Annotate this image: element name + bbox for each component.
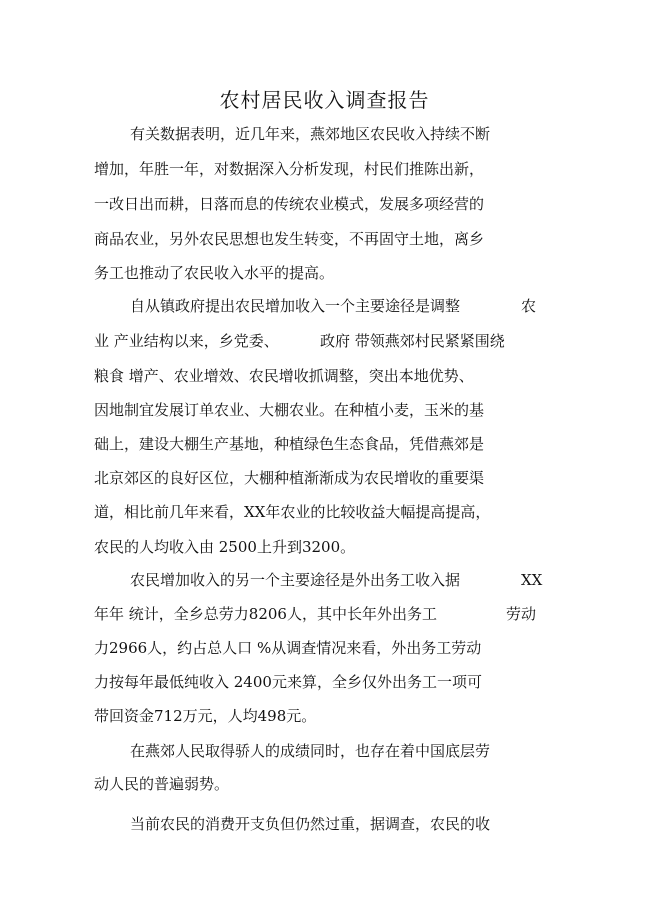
text-segment: 政府 带领燕郊村民紧紧围绕: [320, 332, 505, 350]
text-line: [94, 331, 279, 351]
text-segment: 业 产业结构以来，乡党委、: [94, 332, 279, 350]
text-segment: 粮食 增产、农业增效、农民增收抓调整，突出本地优势、: [94, 367, 474, 385]
text-segment: 力2966人，约占总人口 %从调查情况来看，外出务工劳动: [94, 639, 482, 657]
text-line: [94, 263, 334, 283]
text-line: [94, 672, 482, 692]
text-segment: 北京郊区的良好区位，大棚种植渐渐成为农民增收的重要渠: [94, 469, 485, 487]
text-line: [94, 434, 484, 454]
text-segment: 务工也推动了农民收入水平的提高。: [94, 264, 335, 282]
text-line: [130, 124, 490, 144]
text-line: [521, 570, 542, 590]
text-line: [130, 741, 490, 761]
text-segment: 增加，年胜一年，对数据深入分析发现，村民们推陈出新，: [94, 160, 485, 178]
text-segment: 因地制宜发展订单农业、大棚农业。在种植小麦，玉米的基: [94, 401, 485, 419]
text-line: [94, 468, 484, 488]
text-segment: 自从镇政府提出农民增加收入一个主要途径是调整: [130, 297, 461, 315]
text-segment: XX: [521, 571, 543, 589]
text-line: [521, 296, 536, 316]
text-line: [130, 814, 490, 834]
text-line: [506, 604, 536, 624]
text-line: [130, 570, 460, 590]
text-segment: 动人民的普遍弱势。: [94, 775, 230, 793]
text-segment: 道，相比前几年来看，XX年农业的比较收益大幅提高提高，: [94, 503, 491, 521]
text-line: [320, 331, 505, 351]
text-segment: 商品农业，另外农民思想也发生转变，不再固守土地，离乡: [94, 230, 485, 248]
text-segment: 农民增加收入的另一个主要途径是外出务工收入据: [130, 571, 461, 589]
text-segment: 有关数据表明，近几年来，燕郊地区农民收入持续不断: [130, 125, 491, 143]
text-segment: 一改日出而耕，日落而息的传统农业模式，发展多项经营的: [94, 195, 485, 213]
text-segment: 农: [521, 297, 537, 315]
text-segment: 农民的人均收入由 2500上升到3200。: [94, 538, 356, 556]
text-segment: 当前农民的消费开支负但仍然过重，据调查，农民的收: [130, 815, 491, 833]
text-line: [94, 229, 484, 249]
text-segment: 力按每年最低纯收入 2400元来算，全乡仅外出务工一项可: [94, 673, 482, 691]
text-line: [94, 159, 484, 179]
document-title: 农村居民收入调查报告: [219, 88, 430, 112]
text-line: [130, 296, 460, 316]
text-line: [94, 400, 484, 420]
text-line: [94, 638, 481, 658]
text-segment: 在燕郊人民取得骄人的成绩同时，也存在着中国底层劳: [130, 742, 491, 760]
text-line: [94, 604, 437, 624]
text-segment: 年年 统计，全乡总劳力8206人，其中长年外出务工: [94, 605, 437, 623]
text-line: [94, 502, 490, 522]
text-line: [94, 706, 316, 726]
text-line: [94, 774, 229, 794]
text-segment: 劳动: [506, 605, 537, 623]
text-line: [94, 194, 484, 214]
text-segment: 带回资金712万元，人均498元。: [94, 707, 317, 725]
text-line: [94, 366, 474, 386]
text-segment: 础上，建设大棚生产基地，种植绿色生态食品，凭借燕郊是: [94, 435, 485, 453]
text-line: [94, 537, 355, 557]
